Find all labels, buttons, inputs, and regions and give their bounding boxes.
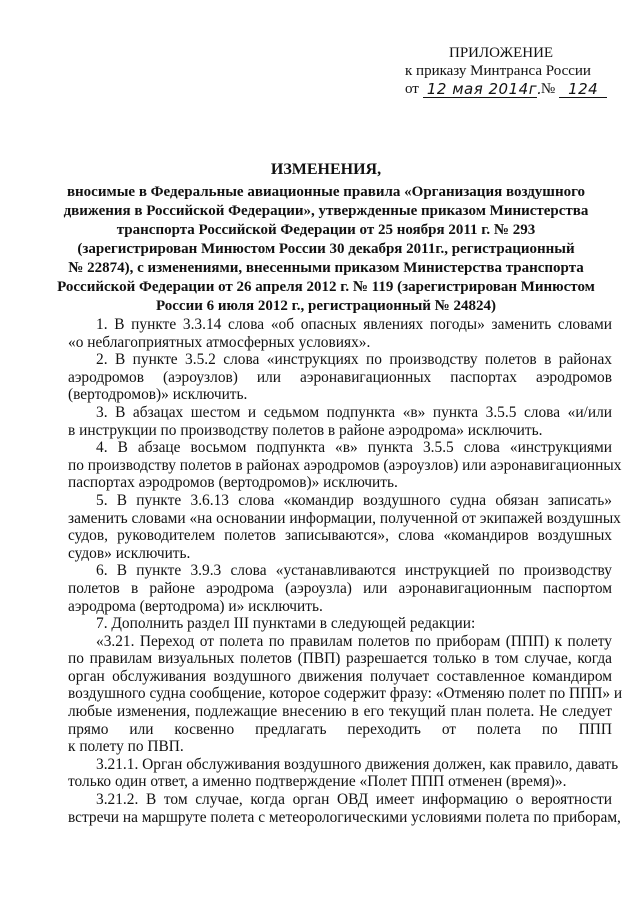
paragraph-line: прямо или косвенно предлагать переходить от полета по ППП — [68, 720, 612, 738]
paragraph-line: к полету по ПВП. — [68, 738, 184, 756]
paragraph-line: 7. Дополнить раздел III пунктами в следующей редакции: — [96, 615, 476, 633]
paragraph — [68, 791, 621, 826]
paragraph-line: по производству полетов в районах аэродромов (аэроузлов) или аэронавигационных — [68, 456, 622, 474]
subtitle-line: транспорта Российской Федерации от 25 ноября 2011 г. № 293 — [116, 222, 536, 238]
paragraph — [68, 755, 619, 791]
paragraph-line: в инструкции по производству полетов в районе аэродрома» исключить. — [68, 421, 543, 439]
paragraph-line: любые изменения, подлежащие внесению в его текущий план полета. Не следует — [68, 703, 612, 721]
handwritten-number: 124 — [559, 81, 607, 98]
document-subtitle — [56, 183, 596, 316]
paragraph-line: орган обслуживания воздушного движения получает составленное командиром — [68, 667, 612, 685]
paragraph-line: 1. В пункте 3.3.14 слова «об опасных явлениях погоды» заменить словами — [96, 316, 612, 333]
paragraph-line: «о неблагоприятных атмосферных условиях». — [68, 333, 371, 351]
subtitle-line: вносимые в Федеральные авиационные правила «Организация воздушного — [66, 184, 586, 200]
paragraph-line: по правилам визуальных полетов (ПВП) разрешается только в том случае, когда — [68, 650, 612, 668]
from-label: от — [405, 81, 419, 97]
paragraph — [68, 491, 621, 562]
paragraph-line: заменить словами «на основании информации, полученной от экипажей воздушных — [68, 509, 621, 527]
appendix-title: ПРИЛОЖЕНИЕ — [449, 45, 554, 61]
paragraph-line: судов, руководителем полетов записываются», слова «командиров воздушных — [68, 527, 612, 545]
paragraph-line: только один ответ, а именно подтверждение «Полет ППП отменен (время)». — [68, 773, 567, 791]
paragraph-line: 6. В пункте 3.9.3 слова «устанавливаются инструкцией по производству — [96, 562, 612, 580]
subtitle-line: (зарегистрирован Минюстом России 30 декабря 2011г., регистрационный — [77, 241, 575, 257]
document-title-block — [56, 160, 596, 316]
document-body — [68, 316, 623, 826]
paragraph — [68, 562, 612, 615]
paragraph-line: 3.21.2. В том случае, когда орган ОВД имеет информацию о вероятности — [96, 791, 612, 809]
subtitle-line: России 6 июля 2012 г., регистрационный № 24824) — [155, 298, 497, 314]
paragraph-line: судов» исключить. — [68, 544, 191, 562]
paragraph-line: 3. В абзацах шестом и седьмом подпункта «в» пункта 3.5.5 слова «и/или — [96, 403, 612, 421]
number-label: № — [540, 81, 556, 97]
paragraph-line: паспортах аэродромов (вертодромов)» исключить. — [68, 474, 398, 492]
paragraph — [68, 351, 612, 404]
subtitle-line: Российской Федерации от 26 апреля 2012 г. № 119 (зарегистрирован Минюстом — [57, 279, 595, 295]
paragraph-line: воздушного судна сообщение, которое содержит фразу: «Отменяю полет по ППП» и — [68, 685, 623, 703]
subtitle-line: движения в Российской Федерации», утвержденные приказом Министерства — [63, 203, 589, 219]
paragraph-line: аэродрома (вертодрома) и» исключить. — [68, 597, 323, 615]
appendix-header — [405, 44, 615, 98]
document-heading: ИЗМЕНЕНИЯ, — [270, 161, 382, 178]
appendix-date-line — [405, 80, 615, 98]
appendix-order-ref: к приказу Минтранса России — [405, 63, 591, 79]
subtitle-line: № 22874), с изменениями, внесенными приказом Министерства транспорта — [68, 260, 584, 276]
paragraph-line: «3.21. Переход от полета по правилам полетов по приборам (ППП) к полету — [96, 632, 612, 650]
paragraph-line: 3.21.1. Орган обслуживания воздушного движения должен, как правило, давать — [96, 755, 619, 773]
handwritten-date: 12 мая 2014г. — [423, 81, 537, 98]
paragraph-line: аэродромов (аэроузлов) или аэронавигационных паспортах аэродромов — [68, 368, 612, 386]
paragraph-line: 4. В абзаце восьмом подпункта «в» пункта 3.5.5 слова «инструкциями — [96, 439, 612, 457]
paragraph — [68, 632, 623, 756]
paragraph — [68, 316, 612, 351]
paragraph-line: (вертодромов)» исключить. — [68, 386, 248, 404]
paragraph — [68, 439, 622, 492]
paragraph-line: 5. В пункте 3.6.13 слова «командир воздушного судна обязан записать» — [96, 491, 612, 509]
paragraph — [68, 615, 612, 633]
paragraph-line: полетов в районе аэродрома (аэроузла) или аэронавигационным паспортом — [68, 579, 612, 597]
paragraph — [68, 404, 612, 439]
paragraph-line: встречи на маршруте полета с метеорологическими условиями полета по приборам, — [68, 808, 621, 826]
paragraph-line: 2. В пункте 3.5.2 слова «инструкциях по производству полетов в районах — [96, 351, 612, 369]
